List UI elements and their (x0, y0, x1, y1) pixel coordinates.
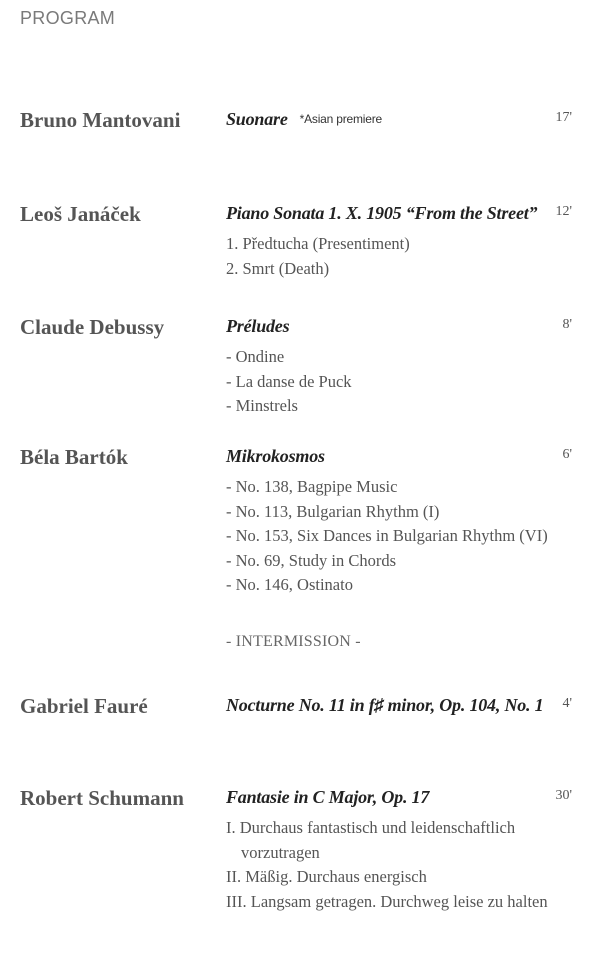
intermission-label: - INTERMISSION - (226, 633, 361, 650)
composer-name: Bruno Mantovani (20, 108, 181, 132)
composer-name: Gabriel Fauré (20, 694, 148, 718)
movement-item: I. Durchaus fantastisch und leidenschaftlich vorzutragen (226, 818, 516, 862)
movement-list (226, 816, 581, 914)
work-duration: 8' (562, 317, 572, 332)
premiere-note: *Asian premiere (299, 112, 383, 126)
work-duration: 17' (555, 110, 572, 125)
movement-item: - No. 113, Bulgarian Rhythm (I) (226, 501, 440, 521)
composer-name: Leoš Janáček (20, 202, 141, 226)
work-title: Préludes (226, 316, 290, 336)
movement-item: - No. 153, Six Dances in Bulgarian Rhythm (VI) (226, 526, 548, 546)
movement-list (226, 232, 410, 281)
movement-item: III. Langsam getragen. Durchweg leise zu halten (226, 891, 548, 911)
movement-item: - Ondine (226, 347, 285, 366)
movement-item: II. Mäßig. Durchaus energisch (226, 867, 427, 887)
work-duration: 30' (555, 788, 572, 803)
work-duration: 12' (555, 204, 572, 219)
composer-name: Claude Debussy (20, 315, 165, 339)
work-duration: 6' (562, 447, 572, 462)
movement-item: - La danse de Puck (226, 371, 352, 391)
work-title: Fantasie in C Major, Op. 17 (226, 787, 430, 807)
movement-item: - Minstrels (226, 396, 298, 416)
work-title: Piano Sonata 1. X. 1905 “From the Street” (226, 203, 538, 223)
composer-name: Robert Schumann (20, 786, 184, 810)
work-duration: 4' (562, 696, 572, 711)
work-title: Nocturne No. 11 in f♯ minor, Op. 104, No. 1 (226, 695, 544, 715)
page-title: PROGRAM (20, 8, 116, 28)
composer-name: Béla Bartók (20, 445, 128, 469)
movement-item: - No. 146, Ostinato (226, 575, 353, 595)
movement-item: 2. Smrt (Death) (226, 258, 330, 278)
movement-list (226, 345, 352, 419)
work-title: Suonare *Asian premiere (226, 109, 383, 129)
movement-item: 1. Předtucha (Presentiment) (226, 234, 410, 253)
movement-item: - No. 69, Study in Chords (226, 550, 397, 570)
work-title: Mikrokosmos (226, 446, 325, 466)
movement-list (226, 475, 548, 598)
movement-item: - No. 138, Bagpipe Music (226, 477, 398, 496)
